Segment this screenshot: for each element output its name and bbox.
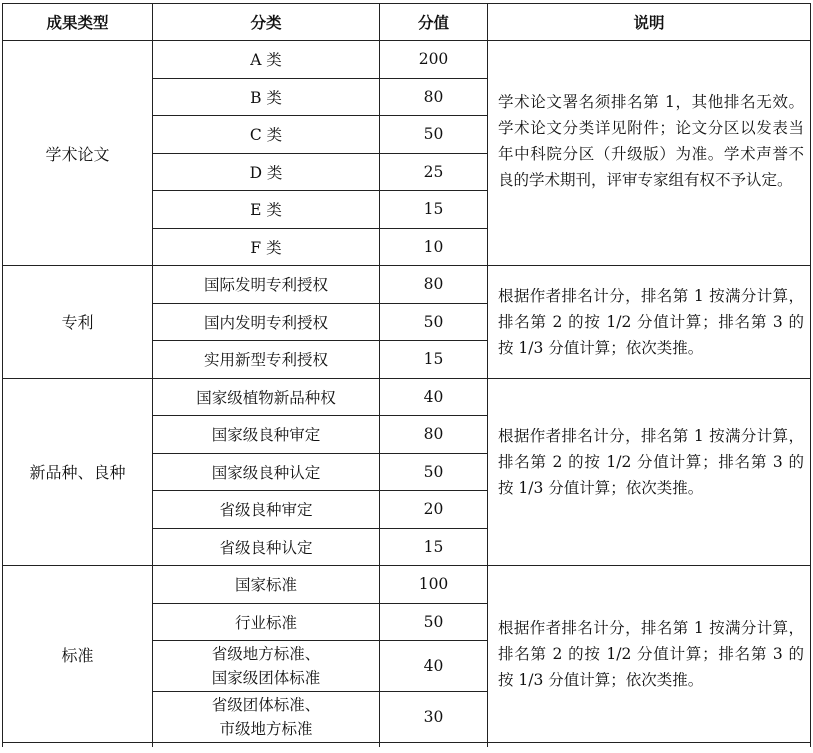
score-cell: 100 [380, 566, 488, 604]
note-patent: 根据作者排名计分，排名第 1 按满分计算，排名第 2 的按 1/2 分值计算；排名第 3 的按 1/3 分值计算；依次类推。 [488, 266, 811, 379]
category-cell [153, 641, 380, 692]
table-row [3, 378, 811, 416]
scoring-table [2, 3, 811, 747]
score-cell: 200 [380, 41, 488, 79]
score-cell: 40 [380, 378, 488, 416]
header-score: 分值 [380, 4, 488, 41]
score-cell: 80 [380, 78, 488, 116]
score-cell: 15 [380, 341, 488, 379]
note-variety: 根据作者排名计分，排名第 1 按满分计算，排名第 2 的按 1/2 分值计算；排名第 3 的按 1/3 分值计算；依次类推。 [488, 378, 811, 566]
category-cell: 省级良种审定 [153, 491, 380, 529]
category-cell: B 类 [153, 78, 380, 116]
category-line: 省级地方标准、 [211, 645, 321, 663]
category-cell: A 类 [153, 41, 380, 79]
score-cell: 10 [380, 228, 488, 266]
score-cell: 50 [380, 116, 488, 154]
header-type: 成果类型 [3, 4, 153, 41]
header-category: 分类 [153, 4, 380, 41]
note-paper: 学术论文署名须排名第 1，其他排名无效。学术论文分类详见附件；论文分区以发表当年中科院分区（升级版）为准。学术声誉不良的学术期刊，评审专家组有权不予认定。 [488, 41, 811, 266]
table-row [3, 566, 811, 604]
type-paper: 学术论文 [3, 41, 153, 266]
category-cell [153, 692, 380, 743]
category-cell: 实用新型专利授权 [153, 341, 380, 379]
category-cell: F 类 [153, 228, 380, 266]
category-cell: C 类 [153, 116, 380, 154]
note-standard: 根据作者排名计分，排名第 1 按满分计算，排名第 2 的按 1/2 分值计算；排名第 3 的按 1/3 分值计算；依次类推。 [488, 566, 811, 743]
score-cell: 80 [380, 416, 488, 454]
category-cell: E 类 [153, 191, 380, 229]
type-variety: 新品种、良种 [3, 378, 153, 566]
table-row-continuation [3, 743, 811, 748]
table-row [3, 266, 811, 304]
category-cell: 国家级良种认定 [153, 453, 380, 491]
score-cell: 20 [380, 491, 488, 529]
type-standard: 标准 [3, 566, 153, 743]
category-cell: 国家级植物新品种权 [153, 378, 380, 416]
score-cell: 15 [380, 528, 488, 566]
table-row [3, 41, 811, 79]
score-cell: 50 [380, 603, 488, 641]
category-cell: 行业标准 [153, 603, 380, 641]
category-cell: 国家标准 [153, 566, 380, 604]
table-header-row [3, 4, 811, 41]
score-cell: 15 [380, 191, 488, 229]
type-patent: 专利 [3, 266, 153, 379]
category-line: 市级地方标准 [219, 720, 313, 738]
category-cell: 国际发明专利授权 [153, 266, 380, 304]
category-cell: 国内发明专利授权 [153, 303, 380, 341]
header-note: 说明 [488, 4, 811, 41]
score-cell: 50 [380, 453, 488, 491]
category-line: 国家级团体标准 [211, 669, 321, 687]
score-cell: 80 [380, 266, 488, 304]
score-cell: 30 [380, 692, 488, 743]
category-cell: 省级良种认定 [153, 528, 380, 566]
score-cell: 25 [380, 153, 488, 191]
category-cell: D 类 [153, 153, 380, 191]
category-line: 省级团体标准、 [211, 696, 321, 714]
score-cell: 40 [380, 641, 488, 692]
score-cell: 50 [380, 303, 488, 341]
category-cell: 国家级良种审定 [153, 416, 380, 454]
